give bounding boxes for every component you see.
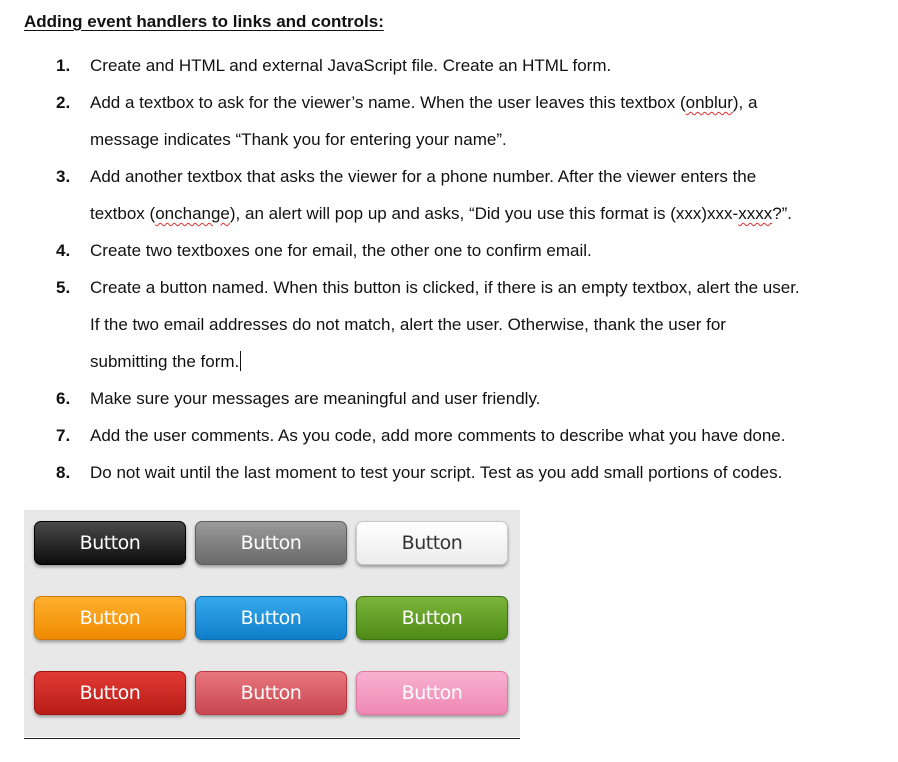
list-item-text: Add a textbox to ask for the viewer’s name. When the user leaves this textbox (onblur), a xyxy=(90,93,758,112)
list-item-text: submitting the form. xyxy=(90,352,240,371)
spellcheck-flag: xxxx xyxy=(738,204,773,223)
spellcheck-flag: onchange xyxy=(155,204,230,223)
list-item-text: Create a button named. When this button is clicked, if there is an empty textbox, alert the user. xyxy=(90,278,800,297)
button-black[interactable] xyxy=(34,521,186,565)
list-item-text: Do not wait until the last moment to test your script. Test as you add small portions of codes. xyxy=(90,463,783,482)
spellcheck-flag: onblur xyxy=(685,93,733,112)
button-label: Button xyxy=(79,532,141,554)
list-number: 8. xyxy=(56,463,71,482)
button-label: Button xyxy=(401,532,463,554)
button-green[interactable] xyxy=(356,596,508,640)
list-item-text: message indicates “Thank you for entering your name”. xyxy=(90,130,507,149)
button-label: Button xyxy=(79,607,141,629)
list-item-text: Create and HTML and external JavaScript file. Create an HTML form. xyxy=(90,56,612,75)
button-red[interactable] xyxy=(34,671,186,715)
list-number: 3. xyxy=(56,167,71,186)
button-label: Button xyxy=(240,607,302,629)
button-rose[interactable] xyxy=(195,671,347,715)
button-pink[interactable] xyxy=(356,671,508,715)
button-orange[interactable] xyxy=(34,596,186,640)
list-number: 2. xyxy=(56,93,71,112)
text-cursor xyxy=(240,351,241,371)
list-number: 6. xyxy=(56,389,71,408)
button-label: Button xyxy=(240,532,302,554)
list-item-text: Create two textboxes one for email, the other one to confirm email. xyxy=(90,241,592,260)
list-item-text: Add the user comments. As you code, add more comments to describe what you have done. xyxy=(90,426,786,445)
list-item-text: textbox (onchange), an alert will pop up and asks, “Did you use this format is (xxx)xxx-xxxx?”. xyxy=(90,204,793,223)
button-label: Button xyxy=(401,682,463,704)
list-number: 4. xyxy=(56,241,71,260)
button-gray[interactable] xyxy=(195,521,347,565)
list-number: 5. xyxy=(56,278,71,297)
list-item-text: Make sure your messages are meaningful and user friendly. xyxy=(90,389,541,408)
list-item-text: If the two email addresses do not match, alert the user. Otherwise, thank the user for xyxy=(90,315,726,334)
list-item-text: Add another textbox that asks the viewer for a phone number. After the viewer enters the xyxy=(90,167,757,186)
list-number: 1. xyxy=(56,56,71,75)
page-heading: Adding event handlers to links and controls: xyxy=(24,12,384,31)
button-blue[interactable] xyxy=(195,596,347,640)
divider-line xyxy=(24,738,520,739)
button-label: Button xyxy=(79,682,141,704)
button-white[interactable] xyxy=(356,521,508,565)
button-label: Button xyxy=(240,682,302,704)
button-styles-image xyxy=(24,510,520,737)
list-number: 7. xyxy=(56,426,71,445)
button-label: Button xyxy=(401,607,463,629)
